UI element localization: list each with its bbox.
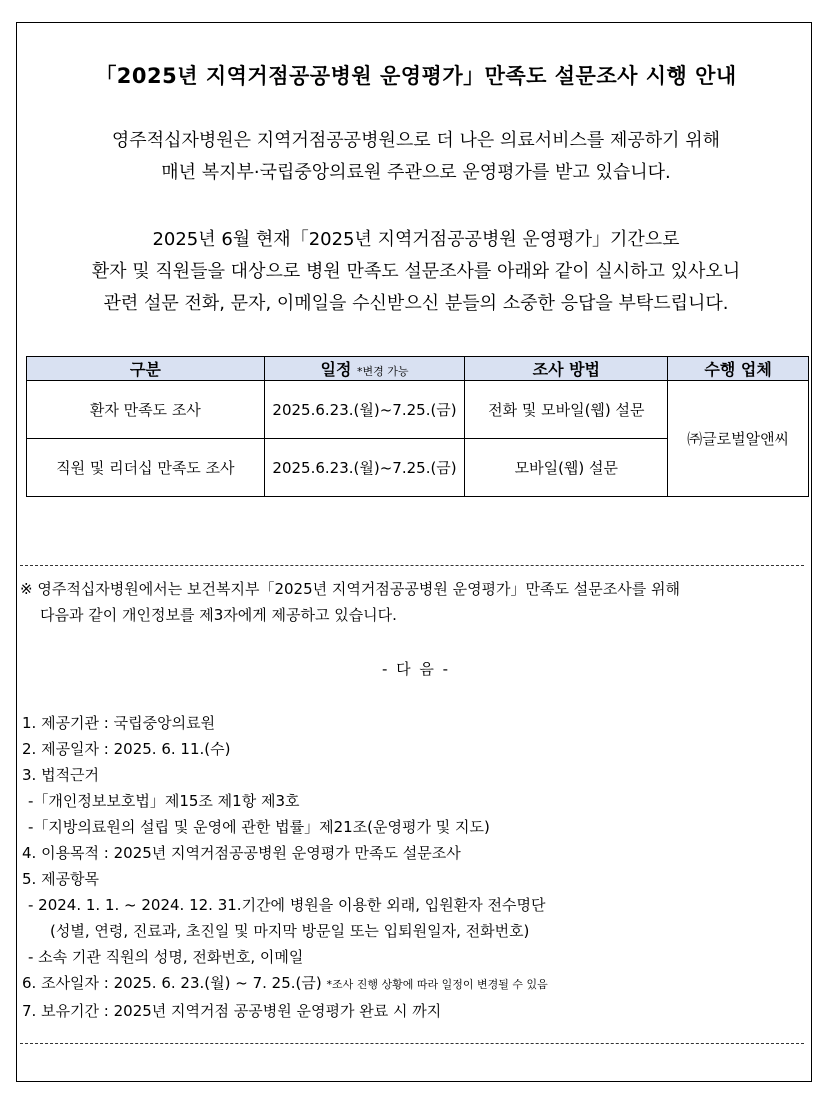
survey-line-1: 2025년 6월 현재「2025년 지역거점공공병원 운영평가」기간으로 (152, 229, 680, 250)
list-subitem: -「개인정보보호법」제15조 제1항 제3호 (28, 792, 300, 810)
survey-line-3: 관련 설문 전화, 문자, 이메일을 수신받으신 분들의 소중한 응답을 부탁드립니다. (103, 293, 729, 314)
survey-line-2: 환자 및 직원들을 대상으로 병원 만족도 설문조사를 아래와 같이 실시하고 있사오니 (91, 261, 741, 282)
list-subitem: - 소속 기관 직원의 성명, 전화번호, 이메일 (28, 948, 304, 966)
list-item: 2. 제공일자 : 2025. 6. 11.(수) (22, 740, 231, 758)
vendor-cell: ㈜글로벌알앤씨 (668, 381, 809, 497)
table-header-row (27, 357, 809, 381)
list-item: 1. 제공기관 : 국립중앙의료원 (22, 714, 216, 732)
list-subitem: - 2024. 1. 1. ~ 2024. 12. 31.기간에 병원을 이용한 외래, 입원환자 전수명단 (28, 896, 546, 914)
schedule-table (26, 356, 809, 497)
dashed-divider-bottom (20, 1043, 804, 1044)
row-category: 직원 및 리더십 만족도 조사 (27, 439, 265, 497)
header-vendor: 수행 업체 (668, 357, 809, 381)
row-schedule: 2025.6.23.(월)~7.25.(금) (264, 439, 465, 497)
table-row (27, 381, 809, 439)
page-title: 「2025년 지역거점공공병원 운영평가」만족도 설문조사 시행 안내 (95, 64, 737, 88)
row-method: 전화 및 모바일(웹) 설문 (465, 381, 668, 439)
intro-line-2: 매년 복지부·국립중앙의료원 주관으로 운영평가를 받고 있습니다. (161, 162, 671, 183)
row-category: 환자 만족도 조사 (27, 381, 265, 439)
list-subitem: (성별, 연령, 진료과, 초진일 및 마지막 방문일 또는 입퇴원일자, 전화번호) (50, 922, 530, 940)
row-method: 모바일(웹) 설문 (465, 439, 668, 497)
survey-date-note: *조사 진행 상황에 따라 일정이 변경될 수 있음 (326, 978, 548, 991)
survey-date: 6. 조사일자 : 2025. 6. 23.(월) ~ 7. 25.(금) (22, 974, 322, 992)
header-schedule-note: *변경 가능 (357, 365, 409, 378)
following-heading: - 다 음 - (381, 660, 451, 678)
survey-paragraph (0, 224, 832, 320)
header-schedule-label: 일정 (320, 360, 352, 379)
list-item (22, 970, 548, 998)
list-subitem: -「지방의료원의 설립 및 운영에 관한 법률」제21조(운영평가 및 지도) (28, 818, 490, 836)
privacy-notice (20, 576, 680, 628)
intro-line-1: 영주적십자병원은 지역거점공공병원으로 더 나은 의료서비스를 제공하기 위해 (111, 130, 721, 151)
list-item: 5. 제공항목 (22, 870, 100, 888)
notice-line-1: ※ 영주적십자병원에서는 보건복지부「2025년 지역거점공공병원 운영평가」만족도 설문조사를 위해 (20, 580, 680, 598)
header-category: 구분 (27, 357, 265, 381)
intro-paragraph (0, 125, 832, 189)
list-item: 3. 법적근거 (22, 766, 100, 784)
header-method: 조사 방법 (465, 357, 668, 381)
list-item: 7. 보유기간 : 2025년 지역거점 공공병원 운영평가 완료 시 까지 (22, 1002, 442, 1020)
list-item: 4. 이용목적 : 2025년 지역거점공공병원 운영평가 만족도 설문조사 (22, 844, 461, 862)
header-schedule (264, 357, 465, 381)
provision-list (22, 710, 548, 1024)
dashed-divider-top (20, 565, 804, 566)
row-schedule: 2025.6.23.(월)~7.25.(금) (264, 381, 465, 439)
notice-line-2: 다음과 같이 개인정보를 제3자에게 제공하고 있습니다. (40, 606, 397, 624)
